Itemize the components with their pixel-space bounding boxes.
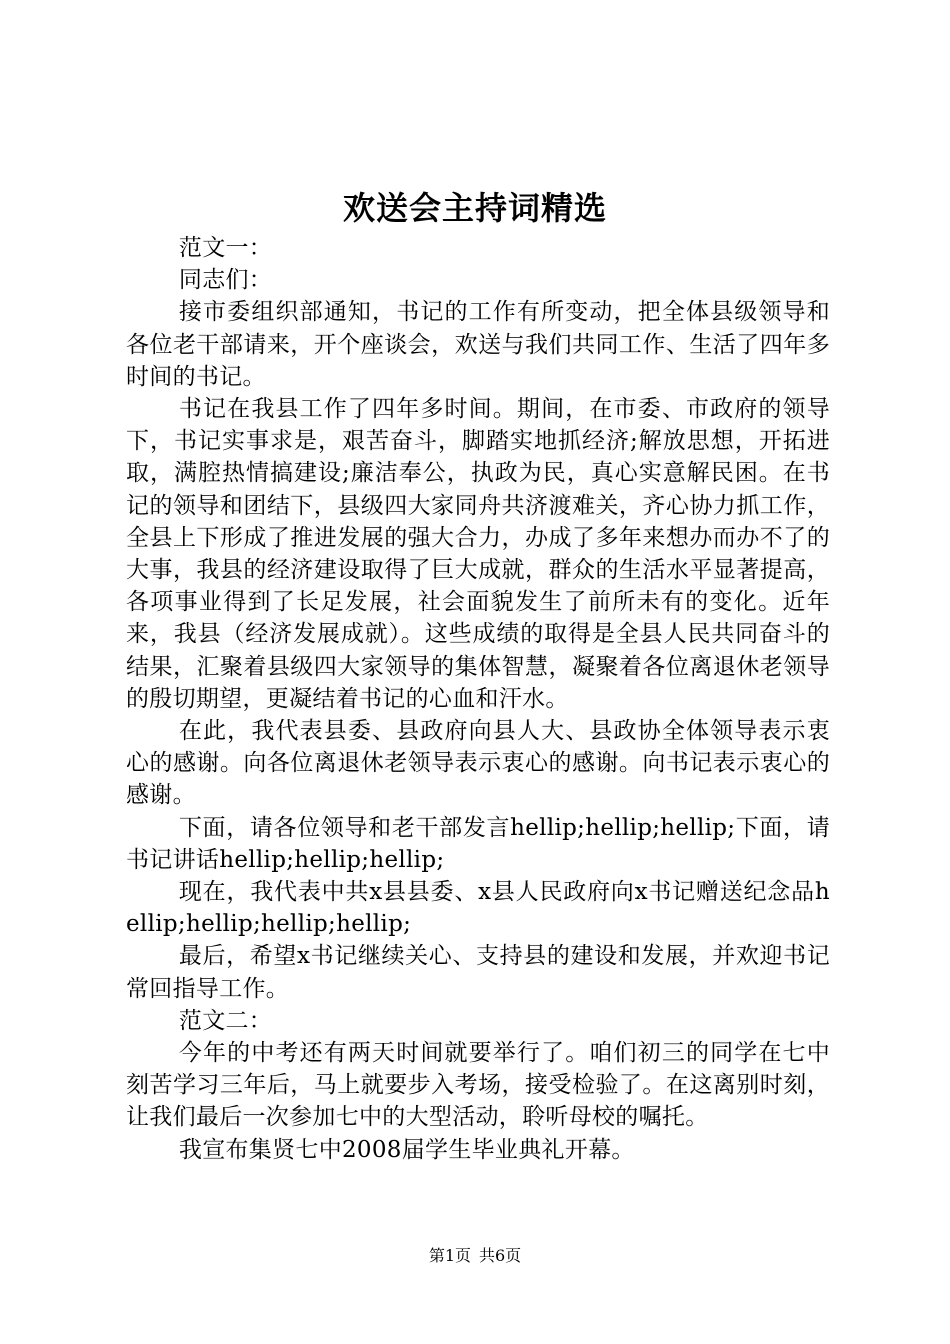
document-title: 欢送会主持词精选	[342, 189, 607, 227]
page-footer	[0, 1245, 950, 1267]
paragraph: 下面，请各位领导和老干部发言hellip;hellip;hellip;下面，请书记讲话hellip;hellip;hellip;	[126, 814, 830, 873]
page-number: 第1页	[428, 1246, 471, 1265]
paragraph: 在此，我代表县委、县政府向县人大、县政协全体领导表示衷心的感谢。向各位离退休老领导表示衷心的感谢。向书记表示衷心的感谢。	[126, 718, 830, 809]
paragraph: 现在，我代表中共x县县委、x县人民政府向x书记赠送纪念品hellip;hellip;hellip;hellip;	[126, 879, 830, 938]
section-label-1: 范文一：	[178, 235, 273, 261]
paragraph: 今年的中考还有两天时间就要举行了。咱们初三的同学在七中刻苦学习三年后，马上就要步入考场，接受检验了。在这离别时刻，让我们最后一次参加七中的大型活动，聆听母校的嘱托。	[126, 1040, 830, 1131]
paragraph: 书记在我县工作了四年多时间。期间，在市委、市政府的领导下，书记实事求是，艰苦奋斗，脚踏实地抓经济;解放思想，开拓进取，满腔热情搞建设;廉洁奉公，执政为民，真心实意解民困。在书记的领导和团结下，县级四大家同舟共济渡难关，齐心协力抓工作，全县上下形成了推进发展的强大合力，办成了多年来想办而办不了的大事，我县的经济建设取得了巨大成就，群众的生活水平显著提高，各项事业得到了长足发展，社会面貌发生了前所未有的变化。近年来，我县（经济发展成就）。这些成绩的取得是全县人民共同奋斗的结果，汇聚着县级四大家领导的集体智慧，凝聚着各位离退休老领导的殷切期望，更凝结着书记的心血和汗水。	[126, 396, 830, 712]
paragraph: 接市委组织部通知，书记的工作有所变动，把全体县级领导和各位老干部请来，开个座谈会，欢送与我们共同工作、生活了四年多时间的书记。	[126, 299, 830, 390]
page-total: 共6页	[479, 1246, 522, 1265]
paragraph: 我宣布集贤七中2008届学生毕业典礼开幕。	[178, 1136, 635, 1163]
section-label-2: 范文二：	[178, 1007, 273, 1034]
paragraph: 最后，希望x书记继续关心、支持县的建设和发展，并欢迎书记常回指导工作。	[126, 943, 830, 1002]
document-body	[126, 232, 830, 1166]
salutation: 同志们：	[178, 267, 273, 294]
